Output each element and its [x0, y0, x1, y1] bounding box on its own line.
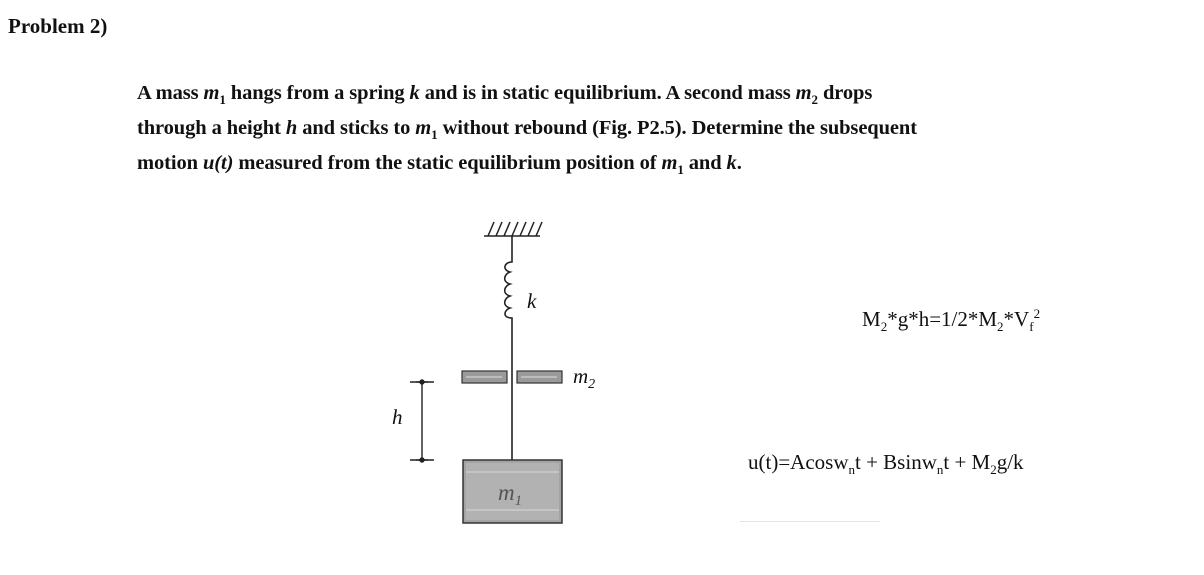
problem-title: Problem 2)	[8, 14, 108, 38]
problem-statement	[137, 76, 1199, 181]
statement-line-2: through a height h and sticks to $m_1$ without rebound (Fig. P2.5). Determine the subsequent	[137, 117, 917, 143]
height-dimension	[410, 380, 434, 462]
statement-line-1: A mass $m_1$ hangs from a spring k and is in static equilibrium. A second mass $m_2$ drops	[137, 82, 873, 108]
spring-mass-figure	[380, 210, 620, 540]
faint-divider	[740, 521, 880, 522]
statement-line-3: motion u(t) measured from the static equilibrium position of $m_1$ and k.	[137, 152, 742, 178]
motion-equation: $u(t)=Acosw_nt + Bsinw_nt + M_2g/k$	[748, 450, 1024, 478]
m2-label: $m_2$	[573, 364, 596, 392]
spring-label: k	[527, 289, 537, 313]
figure-drawing	[380, 210, 620, 540]
spring	[505, 236, 512, 326]
height-label: h	[392, 405, 403, 429]
ceiling-support	[484, 222, 542, 236]
energy-equation: $M_2*g*h=1/2*M_2*V_f^2$	[862, 306, 1041, 335]
m1-label: $m_1$	[498, 480, 523, 509]
